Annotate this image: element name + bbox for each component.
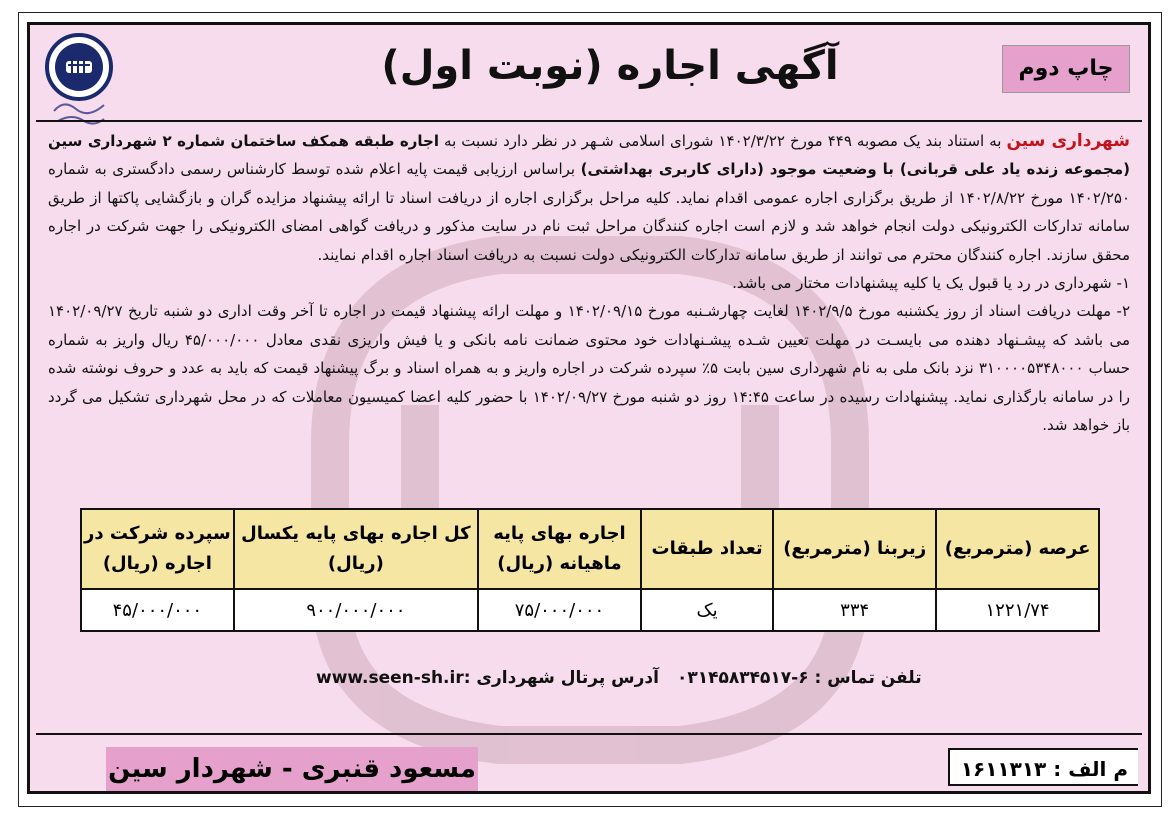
municipality-name: شهرداری سین: [1006, 131, 1130, 151]
col-header-area: عرصه (مترمربع): [936, 509, 1099, 589]
contact-portal: آدرس پرتال شهرداری :www.seen-sh.ir: [316, 668, 659, 688]
table-row: [81, 589, 1099, 631]
header-divider: [36, 120, 1142, 122]
cell-area: ۱۲۲۱/۷۴: [936, 589, 1099, 631]
col-header-floors: تعداد طبقات: [641, 509, 773, 589]
table-header-row: [81, 509, 1099, 589]
col-header-yearly-rent: کل اجاره بهای پایه یکسال (ریال): [234, 509, 478, 589]
rent-table: [80, 508, 1100, 632]
edition-badge: چاپ دوم: [1002, 45, 1130, 93]
cell-floors: یک: [641, 589, 773, 631]
cell-built-area: ۳۳۴: [773, 589, 936, 631]
paragraph-intro: [48, 127, 1130, 269]
contact-phone: تلفن تماس : ۶-۰۳۱۴۵۸۳۴۵۱۷: [676, 668, 922, 688]
clause-1: ۱- شهرداری در رد یا قبول یک یا کلیه پیشنهادات مختار می باشد.: [732, 274, 1130, 293]
clause-2: ۲- مهلت دریافت اسناد از روز یکشنبه مورخ ۱۴۰۲/۹/۵ لغایت چهارشـنبه مورخ ۱۴۰۲/۰۹/۱۵ و مهلت ارائه پیشنهاد قیمت در اجاره تا آخر وقت اداری دو شنبه تاریخ ۱۴۰۲/۰۹/۲۷ می باشد که پیشـنهاد دهنده می بایسـت در مهلت تعیین شـده پیشـنهادات خود محتوی ضمانت نامه بانکی و یا فیش واریزی نقدی معادل ۴۵/۰۰۰/۰۰۰ ریال واریز به شماره حساب ۳۱۰۰۰۰۵۳۴۸۰۰۰ نزد بانک ملی به نام شهرداری سین بابت ۵٪ سپرده شرکت در اجاره واریز و به همراه اسناد و برگ پیشنهاد قیمت که باید به عدد و حروف نوشته شده را در سامانه بارگذاری نماید. پیشنهادات رسیده در ساعت ۱۴:۴۵ روز دو شنبه مورخ ۱۴۰۲/۰۹/۲۷ با حضور کلیه اعضا کمیسیون معاملات که در محل شهرداری تشکیل می گردد باز خواهد شد.: [48, 302, 1131, 435]
notice-body: [48, 127, 1130, 439]
footer-divider: [36, 733, 1142, 735]
ad-code: م الف : ۱۶۱۱۳۱۳: [948, 748, 1138, 786]
intro-subject: اجاره طبقه همکف ساختمان شماره ۲ شهرداری سین (مجموعه زنده یاد علی قربانی) با وضعیت موجود (دارای کاربری بهداشتی): [48, 132, 1130, 179]
cell-yearly-rent: ۹۰۰/۰۰۰/۰۰۰: [234, 589, 478, 631]
col-header-deposit: سپرده شرکت در اجاره (ریال): [81, 509, 234, 589]
cell-monthly-rent: ۷۵/۰۰۰/۰۰۰: [478, 589, 641, 631]
cell-deposit: ۴۵/۰۰۰/۰۰۰: [81, 589, 234, 631]
ad-panel: [27, 22, 1151, 794]
col-header-built-area: زیربنا (مترمربع): [773, 509, 936, 589]
intro-text-c: براساس ارزیابی قیمت پایه اعلام شده توسط کارشناس رسمی دادگستری به شماره ۱۴۰۲/۲۵۰ مورخ ۱۴۰۲/۸/۲۲ از طریق برگزاری اجاره عمومی اقدام نماید. کلیه مراحل برگزاری اجاره از دریافت اسناد تا ارائه پیشنهاد مزایده گران و بازگشایی پاکتها از طریق سامانه تدارکات الکترونیکی دولت انجام خواهد شد و لازم است اجاره کنندگان مراحل ثبت نام در سایت مذکور و دریافت گواهی امضای الکترونیکی را جهت شرکت در اجاره محقق سازند. اجاره کنندگان محترم می توانند از طریق سامانه تدارکات الکترونیکی دولت نسبت به دریافت اسناد اجاره اقدام نمایند.: [48, 160, 1131, 264]
contact-line: [298, 668, 922, 688]
intro-text-a: به استناد بند یک مصوبه ۴۴۹ مورخ ۱۴۰۲/۳/۲۲ شورای اسلامی شـهر در نظر دارد نسبت به: [439, 132, 1007, 150]
municipality-logo: [38, 31, 120, 131]
col-header-monthly-rent: اجاره بهای پایه ماهیانه (ریال): [478, 509, 641, 589]
page-title: آگهی اجاره (نوبت اول): [381, 43, 839, 89]
signature: مسعود قنبری - شهردار سین: [106, 747, 478, 791]
